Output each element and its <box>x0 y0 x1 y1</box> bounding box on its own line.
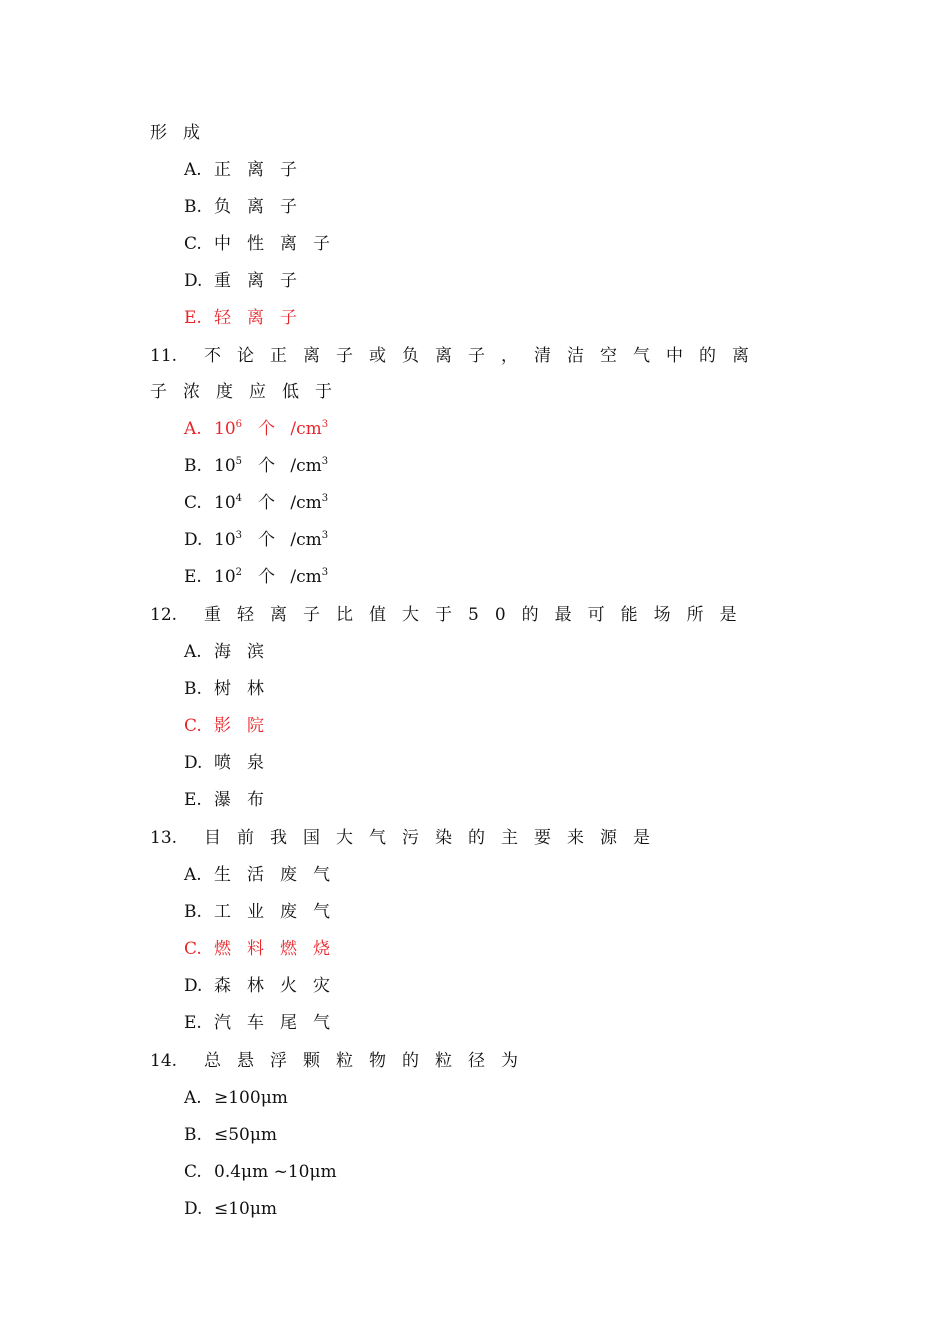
q11-option-d: D. $10^3$ 个 $/cm^3$ <box>184 530 329 550</box>
q10-option-e-answer: E. 轻离子 <box>184 308 313 328</box>
q10-option-b: B. 负离子 <box>184 197 313 217</box>
q12-question: 12. 重轻离子比值大于50的最可能场所是 <box>150 605 753 625</box>
q13-option-e: E. 汽车尾气 <box>184 1013 346 1033</box>
q12-option-a: A. 海滨 <box>184 642 280 662</box>
q10-option-a: A. 正离子 <box>184 160 313 180</box>
q11-option-a-answer: A. $10^6$ 个 $/cm^3$ <box>184 419 329 439</box>
q14-option-a: A. ≥100μm <box>184 1088 288 1108</box>
q10-option-c: C. 中性离子 <box>184 234 346 254</box>
q13-option-a: A. 生活废气 <box>184 865 346 885</box>
q13-option-b: B. 工业废气 <box>184 902 346 922</box>
q10-option-d: D. 重离子 <box>184 271 313 291</box>
q14-option-d: D. ≤10μm <box>184 1199 278 1219</box>
q13-question: 13. 目前我国大气污染的主要来源是 <box>150 828 666 848</box>
q14-option-b: B. ≤50μm <box>184 1125 278 1145</box>
q12-option-c-answer: C. 影院 <box>184 716 280 736</box>
q14-question: 14. 总悬浮颗粒物的粒径为 <box>150 1051 534 1071</box>
q11-question-cont: 子浓度应低于 <box>150 382 348 402</box>
q12-option-b: B. 树林 <box>184 679 280 699</box>
q11-question: 11. 不论正离子或负离子，清洁空气中的离 <box>150 346 765 366</box>
q11-option-c: C. $10^4$ 个 $/cm^3$ <box>184 493 329 513</box>
q10-text-tail: 形成 <box>150 123 216 143</box>
q12-option-e: E. 瀑布 <box>184 790 280 810</box>
q14-option-c: C. 0.4μm ~10μm <box>184 1162 337 1182</box>
q11-option-e: E. $10^2$ 个 $/cm^3$ <box>184 567 329 587</box>
q13-option-c-answer: C. 燃料燃烧 <box>184 939 346 959</box>
q12-option-d: D. 喷泉 <box>184 753 280 773</box>
q11-option-b: B. $10^5$ 个 $/cm^3$ <box>184 456 329 476</box>
q13-option-d: D. 森林火灾 <box>184 976 346 996</box>
